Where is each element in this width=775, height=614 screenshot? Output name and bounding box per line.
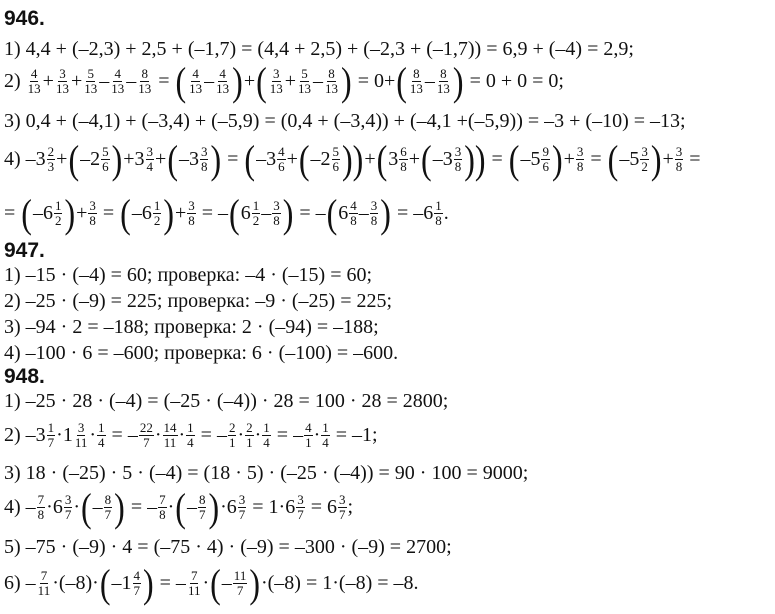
solution-947-1: 1) –15 · (–4) = 60; проверка: –4 · (–15) = 60; — [4, 263, 373, 286]
item-label: 2) — [4, 423, 21, 446]
solution-946-4-cont: = ( –6 $\frac{1}{2}$ ) + $\frac{3}{8}$ = ( –6 $\frac{1}{2}$ ) + $\frac{3}{8}$ = – ( 6 $\frac{1}{2}$ – $\frac{3}{8}$ ) = – ( 6 $\frac{4}{8}$ – $\frac{3}{8}$ ) = –6 $\frac{1}{8}$ . — [4, 190, 449, 236]
section-number-947: 947. — [4, 239, 45, 262]
solution-946-2: 2) $\frac{4}{13}$ + $\frac{3}{13}$ + $\frac{5}{13}$ – $\frac{4}{13}$ – $\frac{8}{13}$ = ( $\frac{4}{13}$ – $\frac{4}{13}$ ) + ( $\frac{3}{13}$ + $\frac{5}{13}$ – $\frac{8}{13}$ ) = 0+ ( $\frac{8}{13}$ – $\frac{8}{13}$ ) = 0 + 0 = 0; — [4, 58, 564, 104]
solution-948-2: 2) –3 $\frac{1}{7}$ ·1 $\frac{3}{11}$ · $\frac{1}{4}$ = – $\frac{22}{7}$ · $\frac{14}{11}$ · $\frac{1}{4}$ = – $\frac{2}{1}$ · $\frac{2}{1}$ · $\frac{1}{4}$ = – $\frac{4}{1}$ · $\frac{1}{4}$ = –1; — [4, 419, 378, 450]
section-number-948: 948. — [4, 365, 45, 388]
solution-946-1: 1) 4,4 + (–2,3) + 2,5 + (–1,7) = (4,4 + 2,5) + (–2,3 + (–1,7)) = 6,9 + (–4) = 2,9; — [4, 37, 634, 60]
solution-948-4: 4) – $\frac{7}{8}$ ·6 $\frac{3}{7}$ · ( – $\frac{8}{7}$ ) = – $\frac{7}{8}$ · ( – $\frac{8}{7}$ ) ·6 $\frac{3}{7}$ = 1·6 $\frac{3}{7}$ = 6 $\frac{3}{7}$ ; — [4, 484, 354, 530]
solution-948-1: 1) –25 · 28 · (–4) = (–25 · (–4)) · 28 = 100 · 28 = 2800; — [4, 389, 449, 412]
solution-947-2: 2) –25 · (–9) = 225; проверка: –9 · (–25) = 225; — [4, 289, 393, 312]
item-label: 4) — [4, 495, 21, 518]
section-number-946: 946. — [4, 7, 45, 30]
item-label: 2) — [4, 69, 21, 92]
solution-946-4: 4) –3 $\frac{2}{3}$ + ( –2 $\frac{5}{6}$ ) +3 $\frac{3}{4}$ + ( –3 $\frac{3}{8}$ ) = ( –3 $\frac{4}{6}$ + ( –2 $\frac{5}{6}$ )) + ( 3 $\frac{6}{8}$ + ( –3 $\frac{3}{8}$ )) = ( –5 $\frac{9}{6}$ ) + $\frac{3}{8}$ = ( –5 $\frac{3}{2}$ ) + $\frac{3}{8}$ = — [4, 136, 701, 182]
solution-948-5: 5) –75 · (–9) · 4 = (–75 · 4) · (–9) = –300 · (–9) = 2700; — [4, 535, 452, 558]
item-label: 6) — [4, 571, 21, 594]
solution-948-6: 6) – $\frac{7}{11}$ ·(–8)· ( –1 $\frac{4}{7}$ ) = – $\frac{7}{11}$ · ( – $\frac{11}{7}$ ) ·(–8) = 1·(–8) = –8. — [4, 560, 419, 606]
solution-948-3: 3) 18 · (–25) · 5 · (–4) = (18 · 5) · (–25 · (–4)) = 90 · 100 = 9000; — [4, 461, 529, 484]
solution-946-3: 3) 0,4 + (–4,1) + (–3,4) + (–5,9) = (0,4 + (–3,4)) + (–4,1 +(–5,9)) = –3 + (–10) = –13; — [4, 109, 686, 132]
solution-947-3: 3) –94 · 2 = –188; проверка: 2 · (–94) = –188; — [4, 315, 379, 338]
solution-947-4: 4) –100 · 6 = –600; проверка: 6 · (–100) = –600. — [4, 341, 399, 364]
item-label: 4) — [4, 147, 21, 170]
